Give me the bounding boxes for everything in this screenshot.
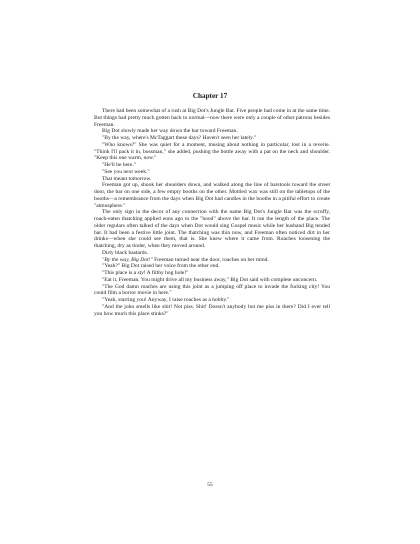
chapter-body	[94, 108, 330, 317]
paragraph: "He'll be here."	[102, 162, 137, 168]
paragraph: That meant tomorrow.	[102, 175, 152, 182]
paragraph: The only sign in the decor of any connection with the name Big Dot's Jungle Bar was the scruffy, roach-eaten thatching applied eons ago to the "hood" above the bar. It ran the length of the place. The older regulars often talked of the days when Dot would sing Gospel music while her husband Big tended bar. It had been a festive little joint. The thatching was thin now, and Freeman often noticed dirt in her drinks—when she could see them, that is. She knew where it came from. Roaches loosening the thatching, dry as tinder, when they moved around.	[94, 209, 330, 249]
paragraph: "By the way, where's McTaggart these days? Haven't seen her lately."	[102, 135, 257, 141]
italic-speech: "By the way, Big Dot!"	[102, 256, 153, 263]
paragraph: "Who knows?" She was quiet for a moment, musing about nothing in particular, lost in a reverie. "Think I'll pack it in, bossman," she added, pushing the bottle away with a pat on the neck and shoulder. "Keep this one warm, now."	[94, 141, 330, 162]
paragraph: "Yeah?" Big Dot raised her voice from the other end.	[102, 263, 220, 270]
page-number: 55	[207, 482, 213, 488]
paragraph: Big Dot slowly made her way down the bar toward Freeman.	[102, 128, 238, 135]
chapter-title: Chapter 17	[192, 92, 228, 100]
paragraph-end: ! A filthy hog hole!"	[143, 270, 189, 276]
paragraph-start: "This place is a	[102, 270, 138, 276]
paragraph: "The God damn roaches are using this joint as a jumping off place to invade the fucking city! You could film a horror movie in here."	[94, 283, 330, 297]
paragraph: Dirty black bastards.	[102, 249, 149, 256]
paragraph: "Yeah, starring you! Anyway, I raise roaches as a hobby."	[102, 297, 230, 303]
paragraph: "See you next week."	[102, 168, 150, 175]
paragraph: "And the john smells like shit! Not piss. Shit! Doesn't anybody but me piss in there? Did I ever tell you how much this place stinks?"	[94, 303, 330, 317]
paragraph: Freeman got up, shook her shoulders down, and walked along the line of barstools toward the street door, the bar on one side, a few empty booths on the other. Mottled wax was still on the tabletops of the booths—a remembrance from the days when Big Dot had candles in the booths in a pitiful effort to create "atmosphere."	[94, 182, 330, 209]
paragraph: There had been somewhat of a rush at Big Dot's Jungle Bar. Five people had come in at the same time. But things had pretty much gotten back to normal—now there were only a couple of other patrons besides Freeman.	[94, 108, 330, 128]
paragraph-rest: Freeman turned near the door, roaches on her mind.	[152, 256, 269, 263]
paragraph: "Eat it, Freeman. You might drive all my business away," Big Dot said with complete unconcern.	[102, 276, 318, 283]
paragraph	[94, 270, 330, 277]
italic-word: sty	[137, 270, 144, 276]
